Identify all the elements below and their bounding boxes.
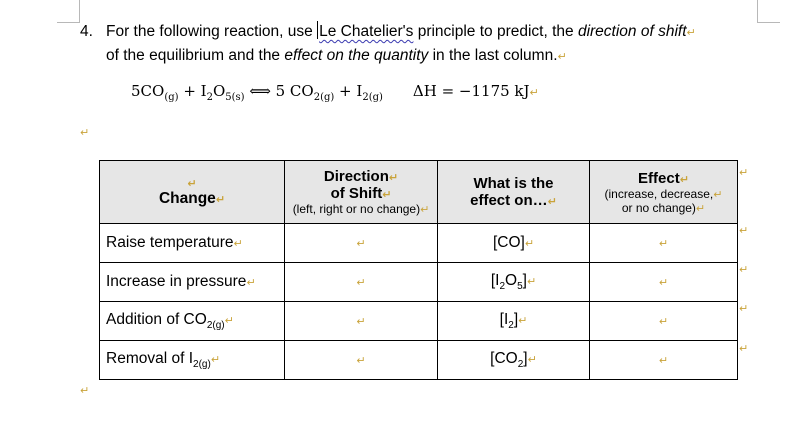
header-change: ↵ Change↵ xyxy=(100,161,285,224)
effect-input-cell[interactable]: ↵ xyxy=(590,224,738,263)
direction-input-cell[interactable]: ↵ xyxy=(285,302,438,341)
question-line-1: For the following reaction, use Le Chatelier's principle to predict, the direction of shift↵ xyxy=(106,23,696,40)
paragraph-mark: ↵ xyxy=(80,126,90,139)
row-end-mark: ↵ xyxy=(739,263,749,276)
crop-mark-right xyxy=(757,0,780,23)
question-line-2: of the equilibrium and the effect on the quantity in the last column.↵ xyxy=(106,47,567,64)
row-end-mark: ↵ xyxy=(739,342,749,355)
header-effect-on: What is the effect on…↵ xyxy=(438,161,590,224)
paragraph-mark: ↵ xyxy=(686,26,696,39)
header-direction: Direction↵ of Shift↵ (left, right or no change)↵ xyxy=(285,161,438,224)
table-row xyxy=(100,341,738,380)
direction-input-cell[interactable]: ↵ xyxy=(285,224,438,263)
table-row xyxy=(100,224,738,263)
change-cell[interactable]: Increase in pressure↵ xyxy=(100,263,285,302)
change-cell[interactable]: Removal of $I_{2(g)}↵$ xyxy=(100,341,285,380)
row-end-mark: ↵ xyxy=(739,302,749,315)
change-cell[interactable]: Raise temperature↵ xyxy=(100,224,285,263)
equilibrium-table xyxy=(99,160,738,380)
quantity-cell[interactable]: $[CO_2]↵$ xyxy=(438,341,590,380)
text-cursor xyxy=(317,21,318,39)
table-row xyxy=(100,263,738,302)
effect-input-cell[interactable]: ↵ xyxy=(590,341,738,380)
enthalpy: ΔH = −1175 kJ xyxy=(412,82,530,100)
table-header-row xyxy=(100,161,738,224)
header-effect: Effect↵ (increase, decrease,↵ or no change)↵ xyxy=(590,161,738,224)
quantity-cell[interactable]: [CO]↵ xyxy=(438,224,590,263)
quantity-cell[interactable]: $[I_2O_5]↵$ xyxy=(438,263,590,302)
effect-input-cell[interactable]: ↵ xyxy=(590,302,738,341)
quantity-cell[interactable]: $[I_2]↵$ xyxy=(438,302,590,341)
spellcheck-word[interactable]: Le Chatelier's xyxy=(319,23,414,40)
change-cell[interactable]: Addition of $CO_{2(g)}↵$ xyxy=(100,302,285,341)
row-end-mark: ↵ xyxy=(739,224,749,237)
direction-input-cell[interactable]: ↵ xyxy=(285,263,438,302)
row-end-mark: ↵ xyxy=(739,166,749,179)
effect-input-cell[interactable]: ↵ xyxy=(590,263,738,302)
paragraph-mark: ↵ xyxy=(80,384,90,397)
table-row xyxy=(100,302,738,341)
crop-mark-left xyxy=(57,0,80,23)
question-number: 4. xyxy=(80,23,93,40)
reaction-equation: $5CO_{(g)} + I_2O_{5(s)}$ ⟺ 5 $CO_{2(g)} + I_{2(g)}$ ΔH = −1175 kJ↵ xyxy=(131,82,539,103)
direction-input-cell[interactable]: ↵ xyxy=(285,341,438,380)
